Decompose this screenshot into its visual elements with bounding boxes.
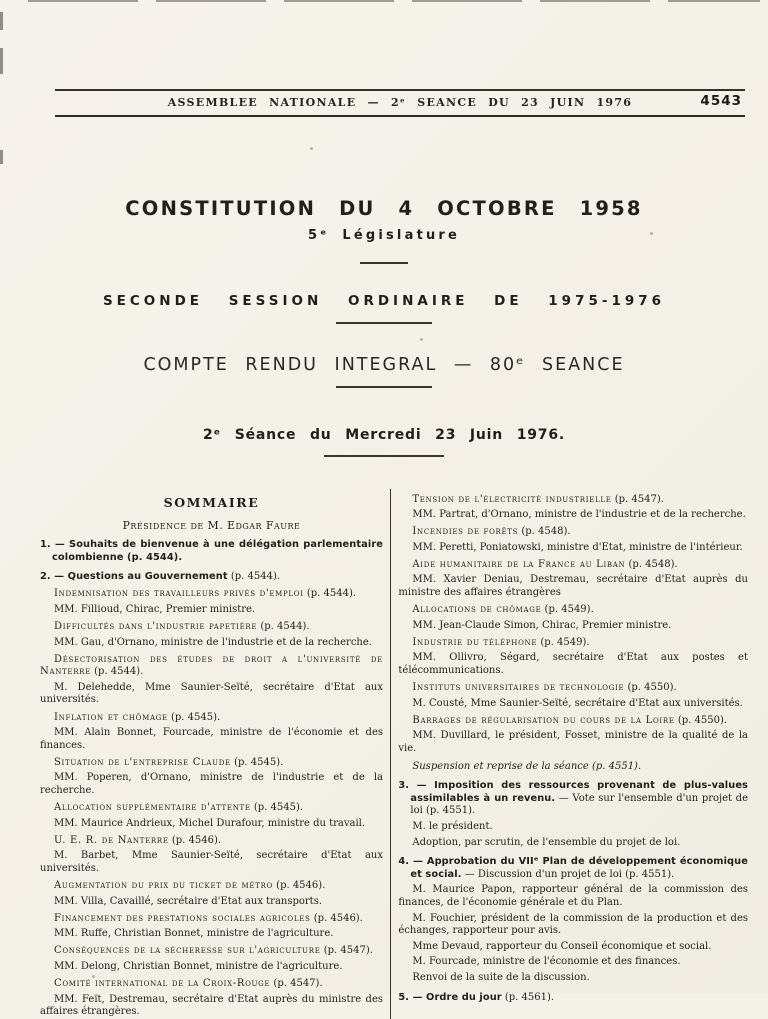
scan-artifact [0,150,3,164]
sommaire-entry: M. Fouchier, président de la commission de la production et des échanges, rapporteur pour avis. [398,912,748,937]
page-number: 4543 [700,92,742,109]
sommaire-entry: MM. Partrat, d'Ornano, ministre de l'industrie et de la recherche. [412,509,746,521]
sommaire-entry: Comité international de la Croix-Rouge (p. 4547). [54,978,323,990]
sommaire-entry: Augmentation du prix du ticket de métro (p. 4546). [54,880,326,892]
sommaire-entry: Allocation supplémentaire d'attente (p. 4545). [54,802,304,814]
sommaire-entry: Instituts universitaires de technologie (p. 4550). [412,682,677,694]
sommaire-entry: M. Fourcade, ministre de l'économie et des finances. [412,956,681,968]
scan-artifact [310,147,313,150]
sommaire-entry: 2. — Questions au Gouvernement (p. 4544). [40,571,281,583]
sommaire-entry: MM. Feït, Destremau, secrétaire d'Etat auprès du ministre des affaires étrangères. [40,993,383,1018]
ornament-rule [336,386,432,388]
sommaire-entry: M. Cousté, Mme Saunier-Seïté, secrétaire d'Etat aux universités. [412,697,743,709]
sommaire-entry: MM. Ollivro, Ségard, secrétaire d'Etat aux postes et télécommunications. [398,652,748,677]
sommaire-entry: Tension de l'électricité industrielle (p. 4547). [412,493,664,505]
sommaire-left-entries [40,539,383,1019]
sommaire-entry: 5. — Ordre du jour (p. 4561). [398,991,555,1003]
scan-artifact [0,12,3,30]
sommaire-entry: M. le président. [412,820,493,832]
sommaire-entry: MM. Jean-Claude Simon, Chirac, Premier ministre. [412,619,672,631]
sommaire-entry: MM. Maurice Andrieux, Michel Durafour, ministre du travail. [54,817,366,829]
sommaire-right-entries [398,494,748,1005]
sommaire-entry: Difficultés dans l'industrie papetière (p. 4544). [54,620,310,632]
scan-artifact [420,338,423,341]
sommaire-entry: Renvoi de la suite de la discussion. [412,971,590,983]
sommaire-entry: Suspension et reprise de la séance (p. 4551). [412,760,642,772]
ornament-rule [324,455,444,457]
sommaire-entry: Conséquences de la sécheresse sur l'agriculture (p. 4547). [54,945,373,957]
scan-artifact [28,0,760,2]
sommaire-entry: 3. — Imposition des ressources provenant de plus-values assimilables à un revenu. — Vote sur l'ensemble d'un projet de loi (p. 4551). [398,780,749,817]
scan-artifact [0,48,3,74]
seance-date-title: 2ᵉ Séance du Mercredi 23 Juin 1976. [202,427,566,443]
sommaire-entry: M. Barbet, Mme Saunier-Seïté, secrétaire d'Etat aux universités. [40,850,383,874]
sommaire-entry: Allocations de chômage (p. 4549). [412,604,594,616]
sommaire-entry: MM. Delong, Christian Bonnet, ministre de l'agriculture. [54,961,343,973]
sommaire-entry: Barrages de régularisation du cours de la Loire (p. 4550). [412,714,728,726]
ornament-rule [360,262,408,264]
sommaire-right-column [391,489,748,1019]
sommaire-entry: Situation de l'entreprise Claude (p. 4545). [54,756,284,768]
ornament-rule [336,322,432,324]
sommaire-left-column [40,489,390,1019]
sommaire-entry: 4. — Approbation du VIIᵉ Plan de développement économique et social. — Discussion d'un projet de loi (p. 4551). [398,856,748,880]
masthead-rule-bottom [55,115,745,118]
sommaire-entry: MM. Ruffe, Christian Bonnet, ministre de l'agriculture. [54,928,334,940]
sommaire-entry: M. Maurice Papon, rapporteur général de la commission des finances, de l'économie générale et du Plan. [398,884,748,908]
sommaire-entry: Incendies de forêts (p. 4548). [412,526,571,538]
constitution-title: CONSTITUTION DU 4 OCTOBRE 1958 [125,197,643,220]
session-title: SECONDE SESSION ORDINAIRE DE 1975-1976 [102,293,666,309]
sommaire-section [40,489,748,1019]
masthead-title: ASSEMBLEE NATIONALE — 2ᵉ SEANCE DU 23 JUIN 1976 [167,95,633,109]
sommaire-entry: Financement des prestations sociales agricoles (p. 4546). [54,912,363,924]
sommaire-entry: U. E. R. de Nanterre (p. 4546). [54,834,222,846]
sommaire-entry: Désectorisation des études de droit a l'université de Nanterre (p. 4544). [40,653,383,678]
sommaire-entry: Industrie du téléphone (p. 4549). [412,636,590,648]
compte-rendu-title: COMPTE RENDU INTEGRAL — 80ᵉ SEANCE [143,355,625,375]
sommaire-entry: MM. Xavier Deniau, Destremau, secrétaire d'Etat auprès du ministre des affaires étrangères [398,574,748,599]
sommaire-heading: SOMMAIRE [163,495,260,510]
presidence-line: Présidence de M. Edgar Faure [122,519,301,532]
sommaire-entry: MM. Fillioud, Chirac, Premier ministre. [54,603,256,615]
sommaire-entry: MM. Peretti, Poniatowski, ministre d'Etat, ministre de l'intérieur. [412,541,743,553]
sommaire-entry: Adoption, par scrutin, de l'ensemble du projet de loi. [412,836,681,848]
sommaire-entry: 1. — Souhaits de bienvenue à une délégation parlementaire colombienne (p. 4544). [40,539,383,563]
sommaire-entry: Mme Devaud, rapporteur du Conseil économique et social. [412,940,712,952]
sommaire-entry: MM. Villa, Cavaillé, secrétaire d'Etat aux transports. [54,895,323,907]
masthead [55,89,745,117]
sommaire-entry: M. Delehedde, Mme Saunier-Seïté, secrétaire d'Etat aux universités. [40,681,383,706]
sommaire-entry: MM. Poperen, d'Ornano, ministre de l'industrie et de la recherche. [40,772,383,796]
sommaire-entry: Indemnisation des travailleurs privés d'emploi (p. 4544). [54,588,357,600]
sommaire-entry: Aide humanitaire de la France au Liban (p. 4548). [412,558,678,570]
sommaire-entry: MM. Duvillard, le président, Fosset, ministre de la qualité de la vie. [398,730,748,754]
sommaire-entry: MM. Gau, d'Ornano, ministre de l'industrie et de la recherche. [54,636,372,648]
sommaire-entry: Inflation et chômage (p. 4545). [54,711,221,723]
legislature-subtitle: 5ᵉ Législature [307,228,461,243]
sommaire-entry: MM. Alain Bonnet, Fourcade, ministre de l'économie et des finances. [40,727,383,751]
